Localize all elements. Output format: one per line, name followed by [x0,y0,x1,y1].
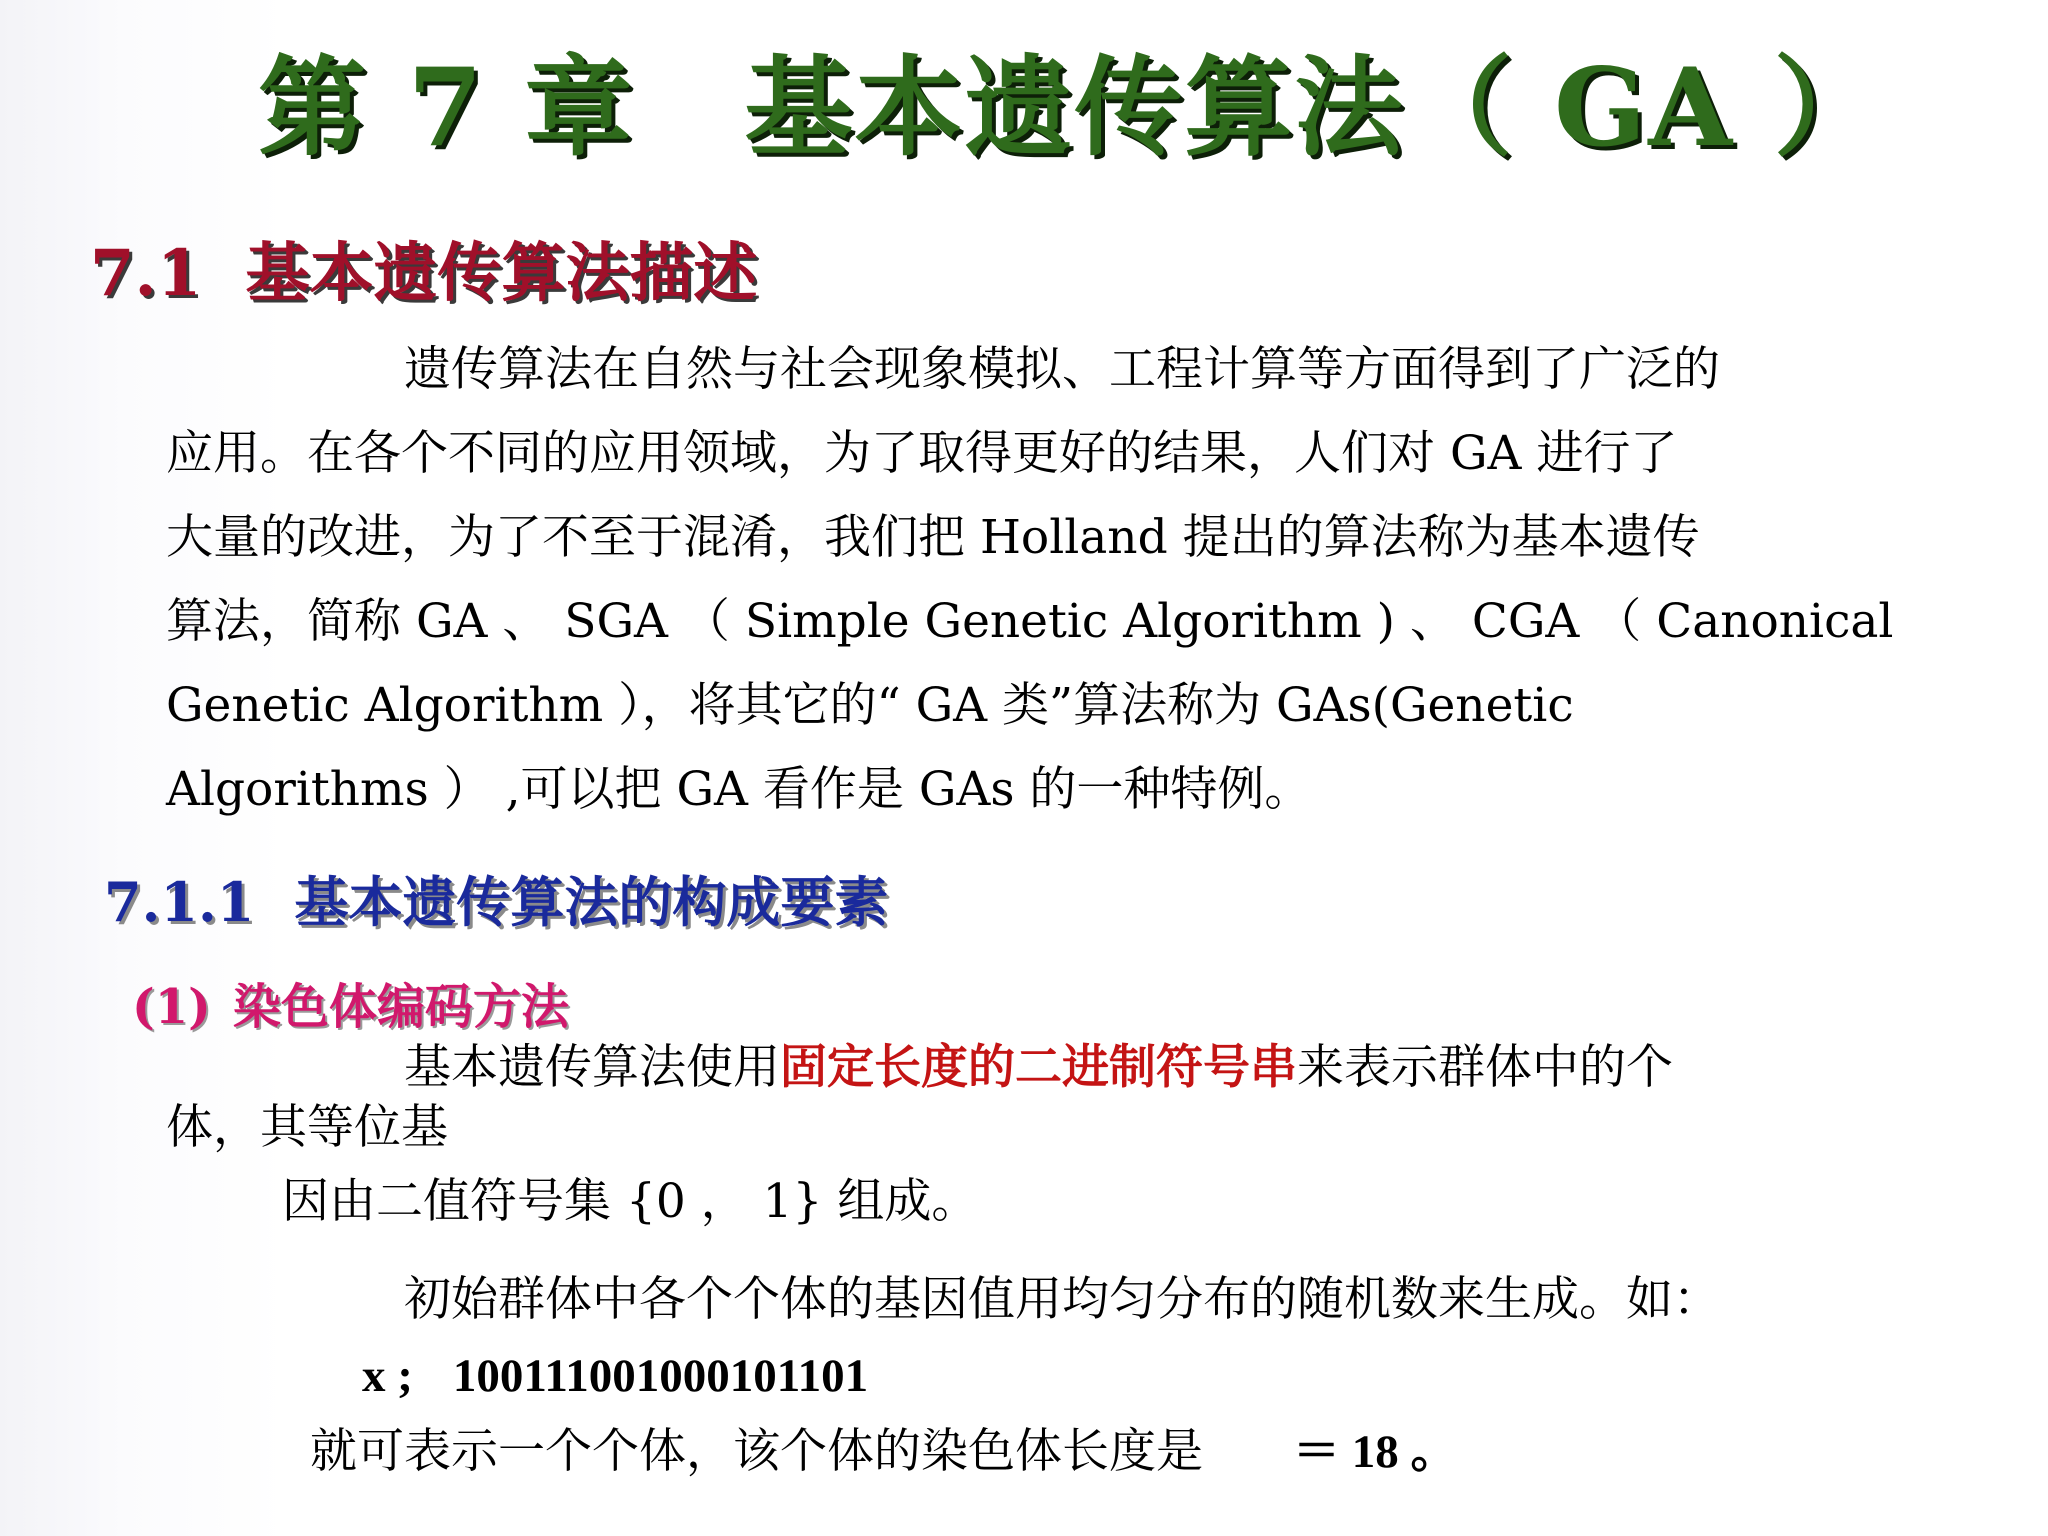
init-text: 初始群体中各个个体的基因值用均匀分布的随机数来生成。如： [404,1272,1720,1327]
section-title: 基本遗传算法描述 [245,236,758,311]
item-title: 染色体编码方法 [232,979,569,1035]
subsection-title: 基本遗传算法的构成要素 [294,870,889,934]
subsection-number: 7.1.1 [104,870,255,934]
conclusion-text: 就可表示一个个体，该个体的染色体长度是 [310,1424,1203,1479]
intro-line-1: 遗传算法在自然与社会现象模拟、工程计算等方面得到了广泛的 [404,342,1720,397]
encoding-line-1 [404,1038,1673,1098]
section-heading [90,222,757,314]
encoding-highlight: 固定长度的二进制符号串 [780,1040,1297,1095]
intro-line-4: 算法，简称 GA 、 SGA （ Simple Genetic Algorithm ) 、 CGA （ Canonical [166,594,1894,649]
intro-line-3: 大量的改进，为了不至于混淆，我们把 Holland 提出的算法称为基本遗传 [166,510,1700,565]
intro-line-6: Algorithms ） ,可以把 GA 看作是 GAs 的一种特例。 [166,762,1312,817]
item-heading [132,968,569,1037]
example-line [362,1346,868,1406]
intro-line-2: 应用。在各个不同的应用领域，为了取得更好的结果，人们对 GA 进行了 [166,426,1678,481]
intro-line-5: Genetic Algorithm ），将其它的“ GA 类”算法称为 GAs(Genetic [166,678,1574,733]
chapter-label: 第 7 章 [258,45,635,171]
slide-title [258,38,1884,178]
encoding-line-2: 体，其等位基 [166,1100,448,1155]
encoding-line-3: 因由二值符号集 {0 ， 1} 组成。 [282,1174,979,1229]
conclusion-line [310,1422,1458,1482]
chapter-name: 基本遗传算法（ GA ） [744,45,1884,171]
encoding-text-part1: 基本遗传算法使用 [404,1040,780,1095]
encoding-text-part2: 来表示群体中的个 [1297,1040,1673,1095]
item-number: (1) [132,979,211,1035]
example-value: 100111001000101101 [452,1350,869,1402]
section-number: 7.1 [90,236,202,311]
conclusion-value: ＝ 18 。 [1293,1426,1458,1478]
example-var: x ; [362,1350,413,1402]
subsection-heading [104,860,888,937]
intro-paragraph [166,328,1966,832]
